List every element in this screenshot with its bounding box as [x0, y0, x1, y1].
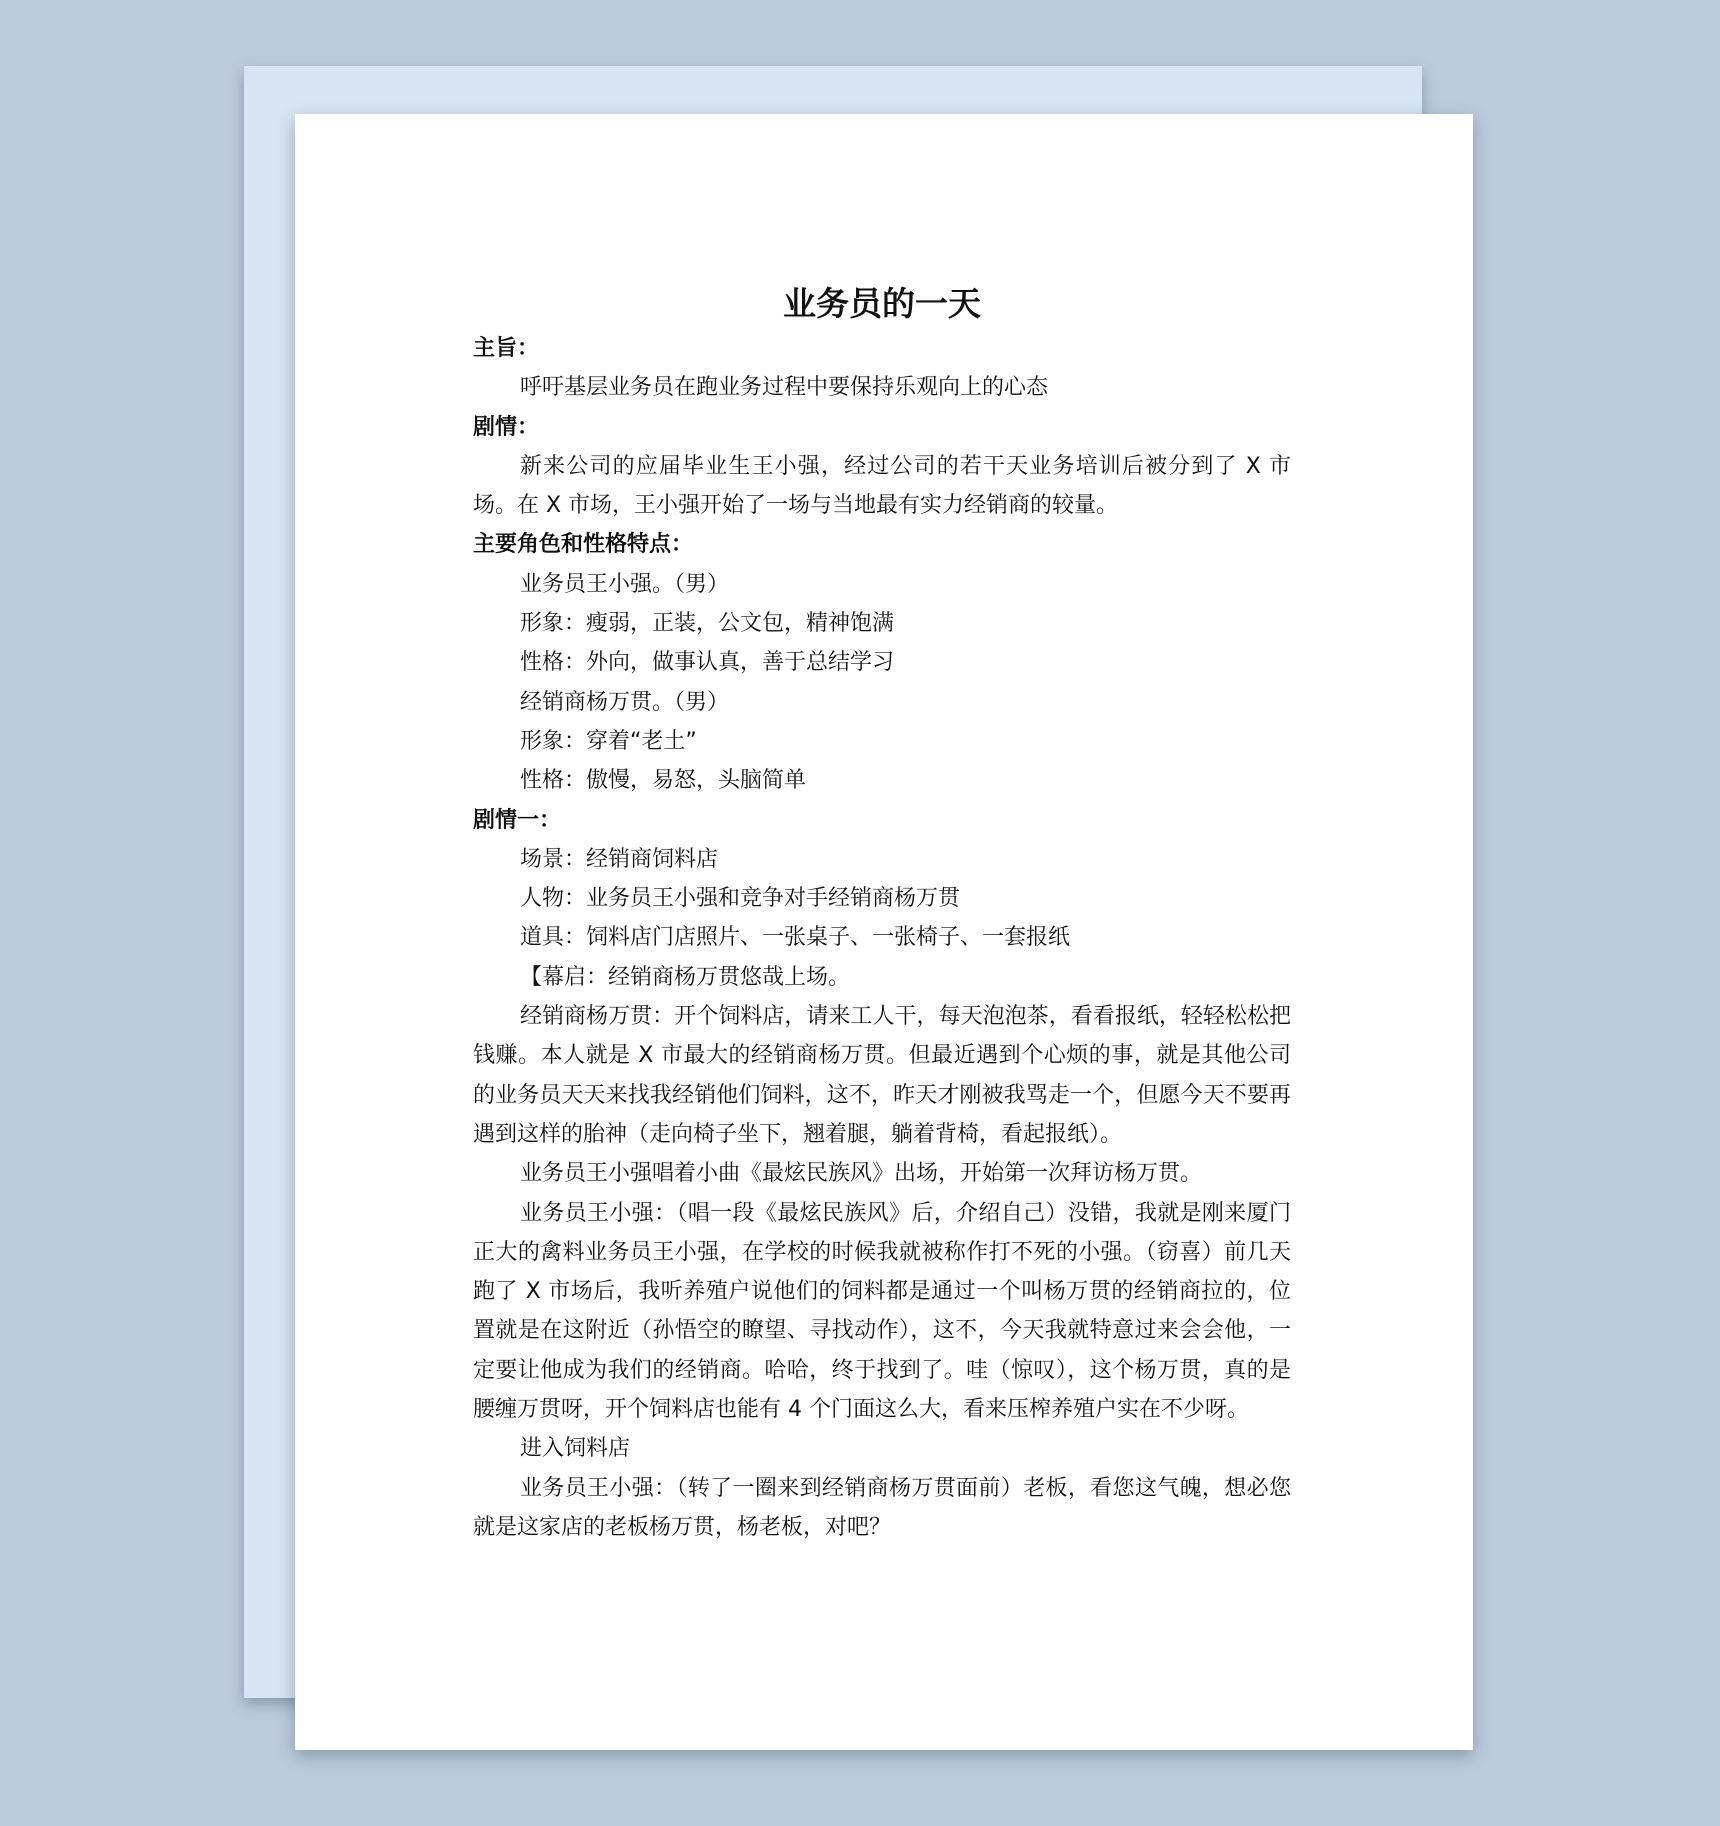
section-line: 道具：饲料店门店照片、一张桌子、一张椅子、一套报纸: [520, 925, 1071, 951]
document-title: 业务员的一天: [783, 284, 981, 323]
document-page: [295, 114, 1473, 1750]
section-line: 性格：外向，做事认真，善于总结学习: [520, 650, 895, 676]
section-paragraph: 新来公司的应届毕业生王小强，经过公司的若干天业务培训后被分到了 X 市场。在 X 市场，王小强开始了一场与当地最有实力经销商的较量。: [473, 453, 1291, 519]
section-paragraph: 业务员王小强：（唱一段《最炫民族风》后，介绍自己）没错，我就是刚来厦门正大的禽料业务员王小强，在学校的时候我就被称作打不死的小强。（窃喜）前几天跑了 X 市场后，我听养殖户说他们的饲料都是通过一个叫杨万贯的经销商拉的，位置就是在这附近（孙悟空的瞭望、寻找动作），这不，今天我就特意过来会会他，一定要让他成为我们的经销商。哈哈，终于找到了。哇（惊叹），这个杨万贯，真的是腰缠万贯呀，开个饲料店也能有 4 个门面这么大，看来压榨养殖户实在不少呀。: [473, 1200, 1291, 1423]
section-line: 形象：瘦弱，正装，公文包，精神饱满: [520, 611, 895, 637]
section-line: 经销商杨万贯。（男）: [520, 689, 730, 715]
section-heading: 剧情一：: [473, 807, 562, 833]
section-line: 业务员王小强。（男）: [520, 571, 730, 597]
section-line: 呼吁基层业务员在跑业务过程中要保持乐观向上的心态: [520, 375, 1049, 401]
section-paragraph: 经销商杨万贯：开个饲料店，请来工人干，每天泡泡茶，看看报纸，轻轻松松把钱赚。本人就是 X 市最大的经销商杨万贯。但最近遇到个心烦的事，就是其他公司的业务员天天来找我经销他们饲料，这不，昨天才刚被我骂走一个，但愿今天不要再遇到这样的胎神（走向椅子坐下，翘着腿，躺着背椅，看起报纸）。: [473, 1004, 1291, 1147]
document-body: [473, 281, 1291, 1547]
section-heading: 主要角色和性格特点：: [473, 532, 694, 558]
section-line: 人物：业务员王小强和竞争对手经销商杨万贯: [520, 886, 961, 912]
section-characters: [473, 525, 1291, 800]
section-paragraph: 业务员王小强：（转了一圈来到经销商杨万贯面前）老板，看您这气魄，想必您就是这家店的老板杨万贯，杨老板，对吧？: [473, 1475, 1291, 1540]
section-purpose: [473, 329, 1291, 408]
section-heading: 剧情：: [473, 414, 540, 440]
section-paragraph: 业务员王小强唱着小曲《最炫民族风》出场，开始第一次拜访杨万贯。: [520, 1161, 1203, 1187]
section-line: 形象：穿着“老土”: [520, 728, 697, 754]
section-heading: 主旨：: [473, 336, 540, 361]
section-line: 性格：傲慢，易怒，头脑简单: [520, 768, 807, 794]
section-line: 场景：经销商饲料店: [520, 846, 719, 872]
section-plot: [473, 408, 1291, 526]
section-plot-one: [473, 801, 1291, 1548]
section-line: 【幕启：经销商杨万贯悠哉上场。: [520, 964, 851, 990]
section-paragraph: 进入饲料店: [520, 1436, 631, 1462]
